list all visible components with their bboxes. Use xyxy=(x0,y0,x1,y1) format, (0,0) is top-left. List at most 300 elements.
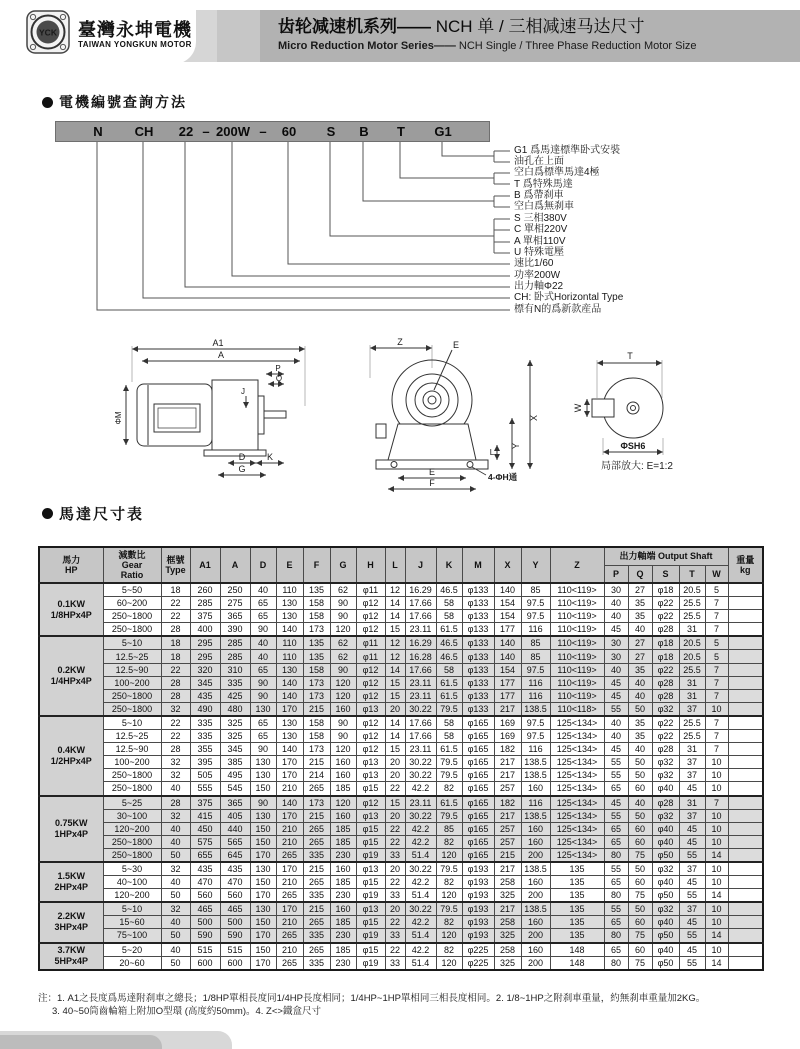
cell: 258 xyxy=(494,943,521,957)
cell: 320 xyxy=(190,663,220,676)
cell: 10 xyxy=(705,876,728,889)
cell: 100~200 xyxy=(103,756,161,769)
cell: 495 xyxy=(220,769,250,782)
cell: φ40 xyxy=(652,822,679,835)
cell: 120 xyxy=(436,929,462,943)
cell: 130 xyxy=(250,862,276,876)
col-header-shaft-dim: S xyxy=(652,565,679,583)
table-row xyxy=(39,902,763,916)
cell: 15 xyxy=(385,689,405,702)
cell: 158 xyxy=(303,597,330,610)
code-label: 空白爲無刹車 xyxy=(514,201,574,212)
cell: 75 xyxy=(628,929,652,943)
cell: φ32 xyxy=(652,809,679,822)
cell: 40 xyxy=(161,835,190,848)
cell: 90 xyxy=(330,730,356,743)
cell-weight-empty xyxy=(728,782,763,796)
cell-weight-empty xyxy=(728,730,763,743)
cell: 51.4 xyxy=(405,929,436,943)
cell: 257 xyxy=(494,835,521,848)
cell: 65 xyxy=(604,876,628,889)
cell: 110<119> xyxy=(550,663,604,676)
cell: 23.11 xyxy=(405,623,436,637)
cell: 258 xyxy=(494,916,521,929)
cell: 173 xyxy=(303,689,330,702)
cell: 42.2 xyxy=(405,782,436,796)
table-row xyxy=(39,730,763,743)
cell: 170 xyxy=(276,769,303,782)
cell: 435 xyxy=(190,862,220,876)
cell: 160 xyxy=(521,876,550,889)
svg-text:L: L xyxy=(489,448,495,457)
cell: 75~100 xyxy=(103,929,161,943)
cell: φ165 xyxy=(462,730,494,743)
cell: 60 xyxy=(628,782,652,796)
cell: 158 xyxy=(303,716,330,730)
cell: 40 xyxy=(161,876,190,889)
cell: 160 xyxy=(330,862,356,876)
table-row xyxy=(39,782,763,796)
cell: 116 xyxy=(521,743,550,756)
cell: 7 xyxy=(705,730,728,743)
cell: 45 xyxy=(604,623,628,637)
cell: 170 xyxy=(276,862,303,876)
cell: 31 xyxy=(679,623,705,637)
table-row xyxy=(39,889,763,903)
cell: 150 xyxy=(250,943,276,957)
cell: φ18 xyxy=(652,583,679,597)
col-header-dim: A1 xyxy=(190,547,220,583)
cell: 135 xyxy=(550,862,604,876)
cell: 50 xyxy=(628,862,652,876)
cell: 65 xyxy=(250,597,276,610)
cell: 79.5 xyxy=(436,769,462,782)
cell: 35 xyxy=(628,663,652,676)
cell-weight-empty xyxy=(728,902,763,916)
cell: φ15 xyxy=(356,943,385,957)
cell: 97.5 xyxy=(521,597,550,610)
cell: 65 xyxy=(604,822,628,835)
cell: 82 xyxy=(436,782,462,796)
cell: φ12 xyxy=(356,676,385,689)
cell: 22 xyxy=(161,730,190,743)
cell: 50 xyxy=(628,809,652,822)
col-header-dim: K xyxy=(436,547,462,583)
svg-text:F: F xyxy=(429,478,435,488)
table-note-2: 3. 40~50筒齒輪箱上附加O型環 (高度約50mm)。4. Z<>鐵盒尺寸 xyxy=(52,1006,321,1017)
cell: 170 xyxy=(276,809,303,822)
cell: 135 xyxy=(550,889,604,903)
cell: 45 xyxy=(604,676,628,689)
cell: φ22 xyxy=(652,663,679,676)
cell: 170 xyxy=(250,889,276,903)
cell: 250~1800 xyxy=(103,769,161,782)
cell-weight-empty xyxy=(728,636,763,650)
svg-text:局部放大: E=1:2: 局部放大: E=1:2 xyxy=(601,461,673,472)
cell: 65 xyxy=(604,916,628,929)
cell: 42.2 xyxy=(405,822,436,835)
cell: 325 xyxy=(494,956,521,970)
code-label: B 爲帶刹車 xyxy=(514,190,564,201)
cell: 215 xyxy=(303,702,330,716)
col-header-dim: E xyxy=(276,547,303,583)
cell: 55 xyxy=(679,889,705,903)
cell: 46.5 xyxy=(436,636,462,650)
cell: φ32 xyxy=(652,702,679,716)
cell: 130 xyxy=(276,610,303,623)
cell: 40~100 xyxy=(103,876,161,889)
cell: 58 xyxy=(436,730,462,743)
cell: 385 xyxy=(220,756,250,769)
cell: 295 xyxy=(190,636,220,650)
cell: 120 xyxy=(436,848,462,862)
cell: 150 xyxy=(250,835,276,848)
cell: 12 xyxy=(385,636,405,650)
cell: 16.28 xyxy=(405,650,436,663)
cell: 375 xyxy=(190,610,220,623)
cell: 7 xyxy=(705,663,728,676)
cell: 40 xyxy=(604,716,628,730)
cell: 170 xyxy=(250,956,276,970)
code-label: U 特殊電壓 xyxy=(514,247,564,258)
cell: 250~1800 xyxy=(103,610,161,623)
cell: 30.22 xyxy=(405,756,436,769)
cell: 7 xyxy=(705,623,728,637)
cell: 37 xyxy=(679,809,705,822)
cell: 30.22 xyxy=(405,862,436,876)
cell: 140 xyxy=(494,650,521,663)
cell: 140 xyxy=(276,796,303,810)
cell: 15 xyxy=(385,796,405,810)
cell: φ12 xyxy=(356,597,385,610)
cell: 5~10 xyxy=(103,902,161,916)
cell: φ193 xyxy=(462,889,494,903)
cell: 37 xyxy=(679,769,705,782)
cell: 65 xyxy=(250,663,276,676)
cell: φ32 xyxy=(652,769,679,782)
cell: 42.2 xyxy=(405,916,436,929)
cell: 42.2 xyxy=(405,876,436,889)
code-label: 標有N的爲新款産品 xyxy=(514,304,602,315)
code-segment: 200W xyxy=(216,124,250,139)
cell: 5 xyxy=(705,636,728,650)
cell: 116 xyxy=(521,689,550,702)
cell: 46.5 xyxy=(436,650,462,663)
cell: 125<134> xyxy=(550,782,604,796)
cell: 130 xyxy=(276,663,303,676)
cell: 335 xyxy=(303,956,330,970)
cell: 170 xyxy=(250,848,276,862)
section-heading-numbering-label: 電機編號查詢方法 xyxy=(59,94,187,110)
cell: 125<134> xyxy=(550,730,604,743)
group-cell-power: 0.4KW 1/2HPx4P xyxy=(39,716,103,796)
cell: 515 xyxy=(220,943,250,957)
table-row xyxy=(39,716,763,730)
table-row xyxy=(39,636,763,650)
brand-name-en: TAIWAN YONGKUN MOTOR xyxy=(78,39,192,49)
cell: 75 xyxy=(628,956,652,970)
cell: 110<119> xyxy=(550,583,604,597)
cell: 31 xyxy=(679,676,705,689)
cell: 90 xyxy=(330,716,356,730)
cell: 14 xyxy=(385,730,405,743)
cell: 40 xyxy=(161,822,190,835)
cell: 50 xyxy=(628,756,652,769)
cell: 97.5 xyxy=(521,730,550,743)
cell: 5~10 xyxy=(103,716,161,730)
cell: 470 xyxy=(220,876,250,889)
cell: 14 xyxy=(705,956,728,970)
cell: 35 xyxy=(628,610,652,623)
cell: 20.5 xyxy=(679,636,705,650)
cell: 25.5 xyxy=(679,597,705,610)
cell: 345 xyxy=(190,676,220,689)
code-segment: CH xyxy=(134,124,154,139)
cell-weight-empty xyxy=(728,689,763,702)
cell: φ15 xyxy=(356,782,385,796)
cell: 28 xyxy=(161,676,190,689)
cell: φ133 xyxy=(462,689,494,702)
cell: 120 xyxy=(330,676,356,689)
cell: 28 xyxy=(161,623,190,637)
cell: φ133 xyxy=(462,663,494,676)
cell: 415 xyxy=(190,809,220,822)
cell: 23.11 xyxy=(405,796,436,810)
cell: 55 xyxy=(679,848,705,862)
cell: 50 xyxy=(628,769,652,782)
cell: 7 xyxy=(705,743,728,756)
cell: 20~60 xyxy=(103,956,161,970)
table-row xyxy=(39,822,763,835)
cell: 80 xyxy=(604,889,628,903)
cell: φ165 xyxy=(462,756,494,769)
cell: 177 xyxy=(494,623,521,637)
cell: 210 xyxy=(276,822,303,835)
cell: 210 xyxy=(276,943,303,957)
cell: 50 xyxy=(161,848,190,862)
cell: 148 xyxy=(550,943,604,957)
cell: 12 xyxy=(385,650,405,663)
cell-weight-empty xyxy=(728,650,763,663)
svg-text:E: E xyxy=(428,467,436,477)
cell: 185 xyxy=(330,822,356,835)
cell: 32 xyxy=(161,756,190,769)
front-view-drawing xyxy=(370,345,530,489)
cell: 257 xyxy=(494,822,521,835)
cell: 40 xyxy=(628,689,652,702)
col-header-weight: 重量 kg xyxy=(728,547,763,583)
cell: φ28 xyxy=(652,623,679,637)
cell: 265 xyxy=(303,916,330,929)
cell: 110<119> xyxy=(550,636,604,650)
cell: 14 xyxy=(705,929,728,943)
cell: 160 xyxy=(521,835,550,848)
cell: 5~10 xyxy=(103,636,161,650)
table-row xyxy=(39,835,763,848)
cell: 85 xyxy=(521,650,550,663)
cell: φ133 xyxy=(462,610,494,623)
cell: 85 xyxy=(521,583,550,597)
cell: 185 xyxy=(330,943,356,957)
dimension-drawings xyxy=(0,338,800,498)
cell: 150 xyxy=(250,876,276,889)
table-row xyxy=(39,848,763,862)
cell: 154 xyxy=(494,597,521,610)
cell: φ22 xyxy=(652,610,679,623)
cell-weight-empty xyxy=(728,889,763,903)
table-row xyxy=(39,676,763,689)
cell: 45 xyxy=(679,943,705,957)
cell: 35 xyxy=(628,730,652,743)
cell: 435 xyxy=(220,862,250,876)
cell: 390 xyxy=(220,623,250,637)
cell: 60~200 xyxy=(103,597,161,610)
cell: 23.11 xyxy=(405,743,436,756)
code-segment: N xyxy=(93,124,103,139)
cell: 555 xyxy=(190,782,220,796)
cell: 22 xyxy=(385,916,405,929)
cell: 50 xyxy=(628,702,652,716)
cell: 79.5 xyxy=(436,702,462,716)
cell: 160 xyxy=(521,782,550,796)
table-row xyxy=(39,862,763,876)
cell: 82 xyxy=(436,943,462,957)
cell: 15 xyxy=(385,743,405,756)
cell: φ40 xyxy=(652,876,679,889)
cell-weight-empty xyxy=(728,716,763,730)
cell: 200 xyxy=(521,848,550,862)
cell-weight-empty xyxy=(728,848,763,862)
svg-text:Q: Q xyxy=(275,374,283,383)
cell: 20.5 xyxy=(679,650,705,663)
cell: 295 xyxy=(190,650,220,663)
cell: 75 xyxy=(628,848,652,862)
cell: 138.5 xyxy=(521,862,550,876)
cell: 80 xyxy=(604,848,628,862)
svg-text:E: E xyxy=(452,340,460,350)
code-label: T 爲特殊馬達 xyxy=(514,179,573,190)
cell: φ12 xyxy=(356,610,385,623)
cell: 90 xyxy=(250,623,276,637)
cell: 51.4 xyxy=(405,848,436,862)
cell: 116 xyxy=(521,796,550,810)
cell: 40 xyxy=(628,676,652,689)
cell: 14 xyxy=(385,663,405,676)
cell: 310 xyxy=(220,663,250,676)
cell: 51.4 xyxy=(405,889,436,903)
cell: 28 xyxy=(161,689,190,702)
cell: 97.5 xyxy=(521,610,550,623)
cell: 50 xyxy=(628,902,652,916)
svg-text:Z: Z xyxy=(397,338,403,347)
cell: 10 xyxy=(705,916,728,929)
cell-weight-empty xyxy=(728,769,763,782)
cell: 28 xyxy=(161,743,190,756)
cell-weight-empty xyxy=(728,956,763,970)
cell: 560 xyxy=(220,889,250,903)
col-header-gear-ratio: 減數比 Gear Ratio xyxy=(103,547,161,583)
table-row xyxy=(39,702,763,716)
cell: 325 xyxy=(220,730,250,743)
cell: 23.11 xyxy=(405,689,436,702)
cell: 260 xyxy=(190,583,220,597)
cell: φ193 xyxy=(462,862,494,876)
cell: 90 xyxy=(250,743,276,756)
cell: 42.2 xyxy=(405,943,436,957)
table-row xyxy=(39,769,763,782)
cell: φ22 xyxy=(652,597,679,610)
svg-text:X: X xyxy=(529,414,539,422)
cell: 40 xyxy=(250,650,276,663)
cell: 12.5~25 xyxy=(103,730,161,743)
cell: 130 xyxy=(276,716,303,730)
cell: 42.2 xyxy=(405,835,436,848)
cell: 40 xyxy=(250,636,276,650)
table-row xyxy=(39,809,763,822)
cell: φ19 xyxy=(356,848,385,862)
cell: φ133 xyxy=(462,676,494,689)
cell: 40 xyxy=(161,943,190,957)
cell: 75 xyxy=(628,889,652,903)
cell: 116 xyxy=(521,676,550,689)
cell: 15 xyxy=(385,623,405,637)
cell: 18 xyxy=(161,636,190,650)
svg-text:P: P xyxy=(275,364,281,373)
cell: 62 xyxy=(330,583,356,597)
cell: 46.5 xyxy=(436,583,462,597)
cell: 160 xyxy=(521,916,550,929)
cell: 7 xyxy=(705,796,728,810)
cell: 505 xyxy=(190,769,220,782)
cell: 120 xyxy=(330,623,356,637)
cell: 110<118> xyxy=(550,702,604,716)
cell: 185 xyxy=(330,782,356,796)
cell: 65 xyxy=(604,835,628,848)
code-segment: – xyxy=(202,124,210,139)
cell: 110<119> xyxy=(550,689,604,702)
cell: 85 xyxy=(521,636,550,650)
cell: 120 xyxy=(330,743,356,756)
cell: 82 xyxy=(436,876,462,889)
cell: 470 xyxy=(190,876,220,889)
cell: 37 xyxy=(679,756,705,769)
cell: φ165 xyxy=(462,716,494,730)
cell: 7 xyxy=(705,676,728,689)
cell: 45 xyxy=(604,689,628,702)
cell: φ28 xyxy=(652,676,679,689)
cell: 173 xyxy=(303,623,330,637)
cell: 5~30 xyxy=(103,862,161,876)
cell: 20 xyxy=(385,862,405,876)
svg-text:A1: A1 xyxy=(212,338,224,348)
col-header-dim: J xyxy=(405,547,436,583)
cell: 61.5 xyxy=(436,689,462,702)
cell: 27 xyxy=(628,583,652,597)
cell: 17.66 xyxy=(405,663,436,676)
cell: φ15 xyxy=(356,876,385,889)
cell: 265 xyxy=(303,835,330,848)
svg-text:G: G xyxy=(238,464,246,474)
cell: φ32 xyxy=(652,902,679,916)
cell: 148 xyxy=(550,956,604,970)
cell: 158 xyxy=(303,610,330,623)
section-heading-size-table-label: 馬達尺寸表 xyxy=(59,506,145,523)
cell: 135 xyxy=(303,636,330,650)
cell: 7 xyxy=(705,610,728,623)
cell: 135 xyxy=(303,650,330,663)
cell: φ13 xyxy=(356,702,385,716)
cell: 65 xyxy=(604,782,628,796)
